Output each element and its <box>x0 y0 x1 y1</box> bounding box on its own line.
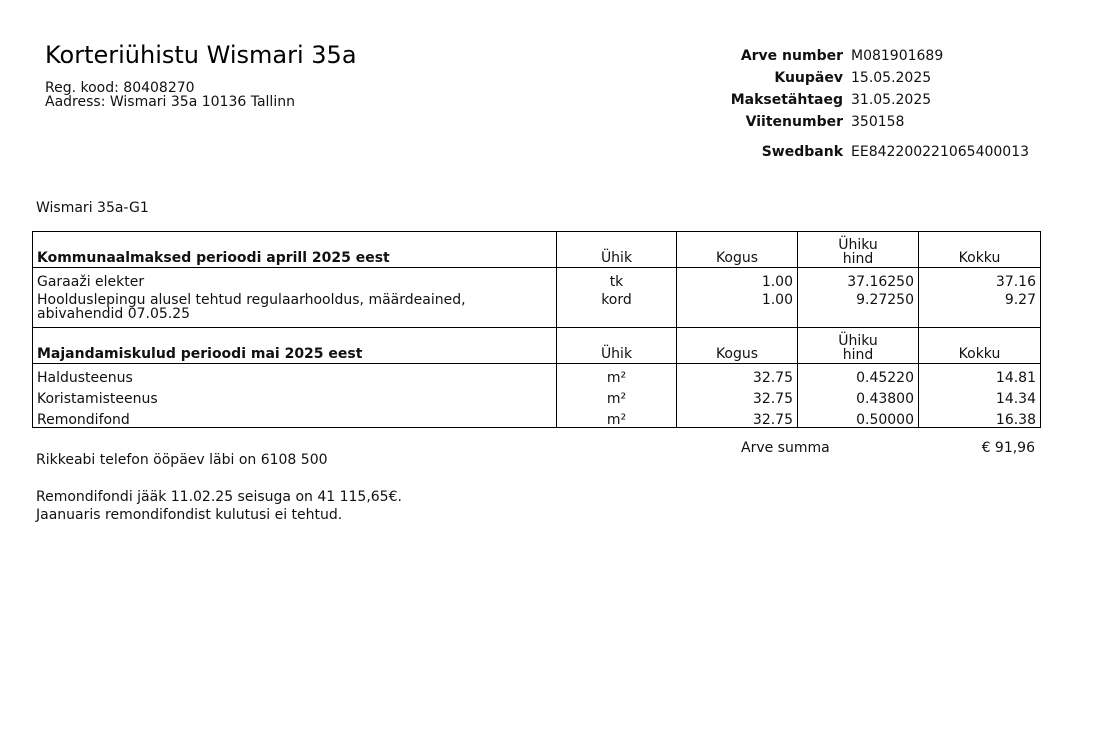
unit-header: Ühik <box>557 328 677 364</box>
total-header: Kokku <box>919 232 1041 268</box>
row-description: Hoolduslepingu alusel tehtud regulaarhooldus, määrdeained, abivahendid 07.05.25 <box>33 289 557 328</box>
section-title: Kommunaalmaksed perioodi aprill 2025 eest <box>33 232 557 268</box>
qty-header: Kogus <box>677 232 798 268</box>
row-qty: 32.75 <box>677 364 798 386</box>
invoice-date-label: Kuupäev <box>774 70 843 86</box>
row-description: Haldusteenus <box>33 364 557 386</box>
reference-number: 350158 <box>851 114 905 130</box>
row-description: Garaaži elekter <box>33 268 557 290</box>
invoice-number-label: Arve number <box>740 48 843 64</box>
qty-header: Kogus <box>677 328 798 364</box>
section-title: Majandamiskulud perioodi mai 2025 eest <box>33 328 557 364</box>
row-total: 14.34 <box>919 385 1041 406</box>
table-row <box>33 406 1041 428</box>
row-unit: m² <box>557 406 677 428</box>
registry-code: Reg. kood: 80408270 <box>45 80 195 96</box>
invoice-total-label: Arve summa <box>741 440 830 456</box>
reference-number-label: Viitenumber <box>745 114 843 130</box>
invoice-date: 15.05.2025 <box>851 70 932 86</box>
row-qty: 1.00 <box>677 268 798 290</box>
row-unit: m² <box>557 364 677 386</box>
row-unit-price: 37.16250 <box>798 268 919 290</box>
section-header <box>33 328 1041 364</box>
row-unit-price: 0.43800 <box>798 385 919 406</box>
row-qty: 1.00 <box>677 289 798 328</box>
row-unit: m² <box>557 385 677 406</box>
table-row <box>33 364 1041 386</box>
bank-iban: EE842200221065400013 <box>851 144 1030 160</box>
row-unit: kord <box>557 289 677 328</box>
row-unit-price: 0.50000 <box>798 406 919 428</box>
table-row <box>33 289 1041 328</box>
section-header <box>33 232 1041 268</box>
row-description: Remondifond <box>33 406 557 428</box>
table-row <box>33 385 1041 406</box>
repair-fund-balance-note: Remondifondi jääk 11.02.25 seisuga on 41 115,65€. <box>36 489 402 505</box>
row-qty: 32.75 <box>677 385 798 406</box>
unit-price-header-line1: Ühiku <box>838 333 878 349</box>
invoice-total-value: € 91,96 <box>981 440 1035 456</box>
row-description: Koristamisteenus <box>33 385 557 406</box>
apartment-label: Wismari 35a-G1 <box>36 200 149 216</box>
due-date: 31.05.2025 <box>851 92 932 108</box>
row-total: 37.16 <box>919 268 1041 290</box>
due-date-label: Maksetähtaeg <box>730 92 843 108</box>
emergency-phone-note: Rikkeabi telefon ööpäev läbi on 6108 500 <box>36 452 328 468</box>
bank-label: Swedbank <box>761 144 843 160</box>
row-unit-price: 0.45220 <box>798 364 919 386</box>
unit-price-header-line1: Ühiku <box>838 237 878 253</box>
unit-price-header <box>798 328 919 364</box>
row-total: 9.27 <box>919 289 1041 328</box>
table-row <box>33 268 1041 290</box>
repair-fund-usage-note: Jaanuaris remondifondist kulutusi ei tehtud. <box>36 507 343 523</box>
total-header: Kokku <box>919 328 1041 364</box>
row-total: 16.38 <box>919 406 1041 428</box>
company-name: Korteriühistu Wismari 35a <box>45 41 357 69</box>
unit-price-header <box>798 232 919 268</box>
row-total: 14.81 <box>919 364 1041 386</box>
row-unit: tk <box>557 268 677 290</box>
unit-price-header-line2: hind <box>842 347 874 363</box>
row-unit-price: 9.27250 <box>798 289 919 328</box>
company-address: Aadress: Wismari 35a 10136 Tallinn <box>45 94 295 110</box>
invoice-number: M081901689 <box>851 48 944 64</box>
unit-header: Ühik <box>557 232 677 268</box>
invoice-table <box>32 231 1041 428</box>
unit-price-header-line2: hind <box>842 251 874 267</box>
row-qty: 32.75 <box>677 406 798 428</box>
